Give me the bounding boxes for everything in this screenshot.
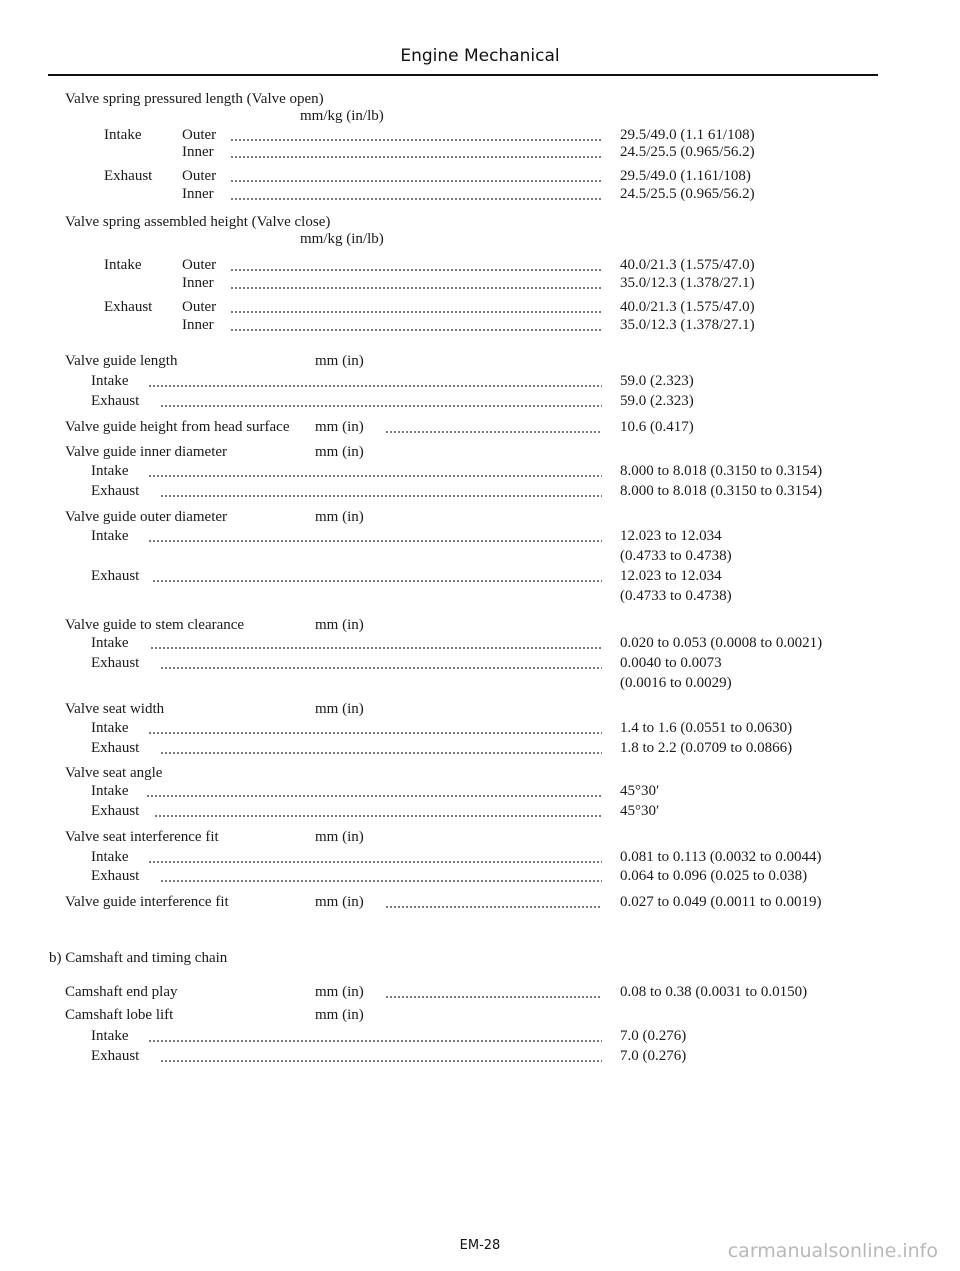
spec-value: 0.020 to 0.053 (0.0008 to 0.0021)	[620, 635, 823, 651]
unit-label: mm (in)	[315, 829, 364, 845]
spec-heading: Valve spring assembled height (Valve close)	[65, 214, 331, 230]
row-sublabel: Inner	[182, 186, 214, 202]
spec-value: 45°30′	[620, 803, 660, 819]
leader-dots	[160, 495, 602, 497]
section-heading-row	[0, 949, 960, 967]
row-label: Intake	[91, 783, 129, 799]
spec-heading: Valve spring pressured length (Valve open)	[65, 91, 324, 107]
row-label: Exhaust	[91, 803, 140, 819]
spec-heading-row	[0, 764, 960, 782]
spec-heading: Valve seat width	[65, 701, 165, 717]
spec-row	[0, 372, 960, 390]
row-label: Intake	[91, 849, 129, 865]
row-label: Exhaust	[91, 868, 140, 884]
spec-row	[0, 482, 960, 500]
row-label: Intake	[104, 127, 142, 143]
spec-row	[0, 719, 960, 737]
unit-label: mm (in)	[315, 444, 364, 460]
spec-value: 0.08 to 0.38 (0.0031 to 0.0150)	[620, 984, 808, 1000]
spec-row	[0, 392, 960, 410]
leader-dots	[385, 906, 602, 908]
leader-dots	[148, 861, 602, 863]
row-label: Exhaust	[104, 299, 153, 315]
spec-value: 10.6 (0.417)	[620, 419, 694, 435]
spec-value: 24.5/25.5 (0.965/56.2)	[620, 186, 755, 202]
spec-heading-row	[0, 616, 960, 634]
spec-heading: Valve guide outer diameter	[65, 509, 228, 525]
spec-value: 12.023 to 12.034	[620, 528, 722, 544]
spec-row	[0, 1027, 960, 1045]
unit-label: mm (in)	[315, 509, 364, 525]
spec-value: 45°30′	[620, 783, 660, 799]
leader-dots	[160, 405, 602, 407]
row-sublabel: Inner	[182, 317, 214, 333]
leader-dots	[230, 269, 602, 271]
leader-dots	[148, 385, 602, 387]
spec-value: 0.081 to 0.113 (0.0032 to 0.0044)	[620, 849, 822, 865]
unit-label: mm/kg (in/lb)	[300, 231, 384, 247]
spec-heading-row	[0, 352, 960, 370]
row-sublabel: Inner	[182, 144, 214, 160]
spec-heading-row	[0, 700, 960, 718]
spec-row	[0, 256, 960, 274]
spec-value: 59.0 (2.323)	[620, 373, 694, 389]
spec-row	[0, 782, 960, 800]
spec-value: 29.5/49.0 (1.1 61/108)	[620, 127, 755, 143]
spec-heading: Valve guide interference fit	[65, 894, 229, 910]
spec-row	[0, 802, 960, 820]
unit-label: mm (in)	[315, 984, 364, 1000]
spec-value: 1.4 to 1.6 (0.0551 to 0.0630)	[620, 720, 793, 736]
spec-row	[0, 418, 960, 436]
leader-dots	[154, 815, 602, 817]
spec-heading-row	[0, 213, 960, 231]
leader-dots	[160, 880, 602, 882]
spec-row	[0, 983, 960, 1001]
spec-row	[0, 298, 960, 316]
leader-dots	[230, 180, 602, 182]
leader-dots	[148, 475, 602, 477]
spec-value: 0.064 to 0.096 (0.025 to 0.038)	[620, 868, 808, 884]
spec-value: 8.000 to 8.018 (0.3150 to 0.3154)	[620, 483, 823, 499]
spec-heading: Valve guide to stem clearance	[65, 617, 245, 633]
unit-label: mm (in)	[315, 701, 364, 717]
spec-value: 59.0 (2.323)	[620, 393, 694, 409]
row-label: Intake	[91, 1028, 129, 1044]
spec-row	[0, 867, 960, 885]
unit-row	[0, 230, 960, 248]
spec-value: 35.0/12.3 (1.378/27.1)	[620, 275, 755, 291]
spec-row	[0, 567, 960, 585]
spec-heading-row	[0, 508, 960, 526]
spec-row	[0, 739, 960, 757]
spec-heading: Camshaft end play	[65, 984, 178, 1000]
row-label: Intake	[91, 720, 129, 736]
leader-dots	[230, 156, 602, 158]
section-title: b) Camshaft and timing chain	[49, 950, 228, 966]
spec-row	[0, 274, 960, 292]
leader-dots	[152, 580, 602, 582]
spec-value: 1.8 to 2.2 (0.0709 to 0.0866)	[620, 740, 793, 756]
row-sublabel: Inner	[182, 275, 214, 291]
row-label: Exhaust	[91, 483, 140, 499]
spec-value: 7.0 (0.276)	[620, 1028, 687, 1044]
spec-row	[0, 1047, 960, 1065]
leader-dots	[230, 287, 602, 289]
spec-value: 0.027 to 0.049 (0.0011 to 0.0019)	[620, 894, 822, 910]
spec-row	[0, 587, 960, 605]
spec-value: 8.000 to 8.018 (0.3150 to 0.3154)	[620, 463, 823, 479]
spec-value: 7.0 (0.276)	[620, 1048, 687, 1064]
watermark: carmanualsonline.info	[727, 1240, 938, 1262]
spec-value: 12.023 to 12.034	[620, 568, 722, 584]
leader-dots	[385, 431, 602, 433]
spec-heading: Valve guide height from head surface	[65, 419, 290, 435]
leader-dots	[230, 311, 602, 313]
row-sublabel: Outer	[182, 257, 217, 273]
unit-label: mm (in)	[315, 419, 364, 435]
spec-row	[0, 634, 960, 652]
row-label: Exhaust	[91, 1048, 140, 1064]
leader-dots	[146, 795, 602, 797]
spec-value: 0.0040 to 0.0073	[620, 655, 722, 671]
spec-row	[0, 185, 960, 203]
page-title: Engine Mechanical	[400, 46, 560, 66]
spec-heading: Valve guide inner diameter	[65, 444, 228, 460]
unit-label: mm (in)	[315, 894, 364, 910]
leader-dots	[148, 540, 602, 542]
spec-heading: Valve guide length	[65, 353, 178, 369]
spec-value: (0.0016 to 0.0029)	[620, 675, 732, 691]
spec-heading: Camshaft lobe lift	[65, 1007, 174, 1023]
spec-value: 24.5/25.5 (0.965/56.2)	[620, 144, 755, 160]
unit-label: mm/kg (in/lb)	[300, 108, 384, 124]
leader-dots	[385, 996, 602, 998]
spec-value: 29.5/49.0 (1.161/108)	[620, 168, 751, 184]
leader-dots	[148, 1040, 602, 1042]
spec-value: 40.0/21.3 (1.575/47.0)	[620, 299, 755, 315]
spec-heading: Valve seat angle	[65, 765, 163, 781]
spec-row	[0, 462, 960, 480]
spec-row	[0, 527, 960, 545]
spec-value: 40.0/21.3 (1.575/47.0)	[620, 257, 755, 273]
spec-row	[0, 167, 960, 185]
leader-dots	[230, 329, 602, 331]
spec-heading-row	[0, 1006, 960, 1024]
row-label: Intake	[91, 463, 129, 479]
spec-value: (0.4733 to 0.4738)	[620, 588, 732, 604]
row-label: Intake	[91, 635, 129, 651]
row-label: Exhaust	[91, 740, 140, 756]
row-sublabel: Outer	[182, 127, 217, 143]
unit-label: mm (in)	[315, 353, 364, 369]
leader-dots	[160, 752, 602, 754]
leader-dots	[230, 198, 602, 200]
spec-row	[0, 126, 960, 144]
unit-row	[0, 107, 960, 125]
spec-heading: Valve seat interference fit	[65, 829, 219, 845]
row-sublabel: Outer	[182, 168, 217, 184]
spec-row	[0, 654, 960, 672]
spec-row	[0, 674, 960, 692]
spec-row	[0, 143, 960, 161]
leader-dots	[148, 732, 602, 734]
spec-value: (0.4733 to 0.4738)	[620, 548, 732, 564]
leader-dots	[160, 667, 602, 669]
spec-heading-row	[0, 90, 960, 108]
spec-heading-row	[0, 828, 960, 846]
row-label: Exhaust	[104, 168, 153, 184]
row-label: Exhaust	[91, 655, 140, 671]
spec-row	[0, 848, 960, 866]
spec-row	[0, 547, 960, 565]
page-number: EM-28	[459, 1238, 501, 1253]
row-label: Exhaust	[91, 568, 140, 584]
row-label: Intake	[91, 373, 129, 389]
unit-label: mm (in)	[315, 1007, 364, 1023]
spec-row	[0, 893, 960, 911]
row-label: Intake	[104, 257, 142, 273]
unit-label: mm (in)	[315, 617, 364, 633]
leader-dots	[230, 139, 602, 141]
leader-dots	[150, 647, 602, 649]
row-sublabel: Outer	[182, 299, 217, 315]
row-label: Exhaust	[91, 393, 140, 409]
spec-row	[0, 316, 960, 334]
spec-value: 35.0/12.3 (1.378/27.1)	[620, 317, 755, 333]
row-label: Intake	[91, 528, 129, 544]
header-rule	[48, 74, 878, 76]
spec-heading-row	[0, 443, 960, 461]
leader-dots	[160, 1060, 602, 1062]
